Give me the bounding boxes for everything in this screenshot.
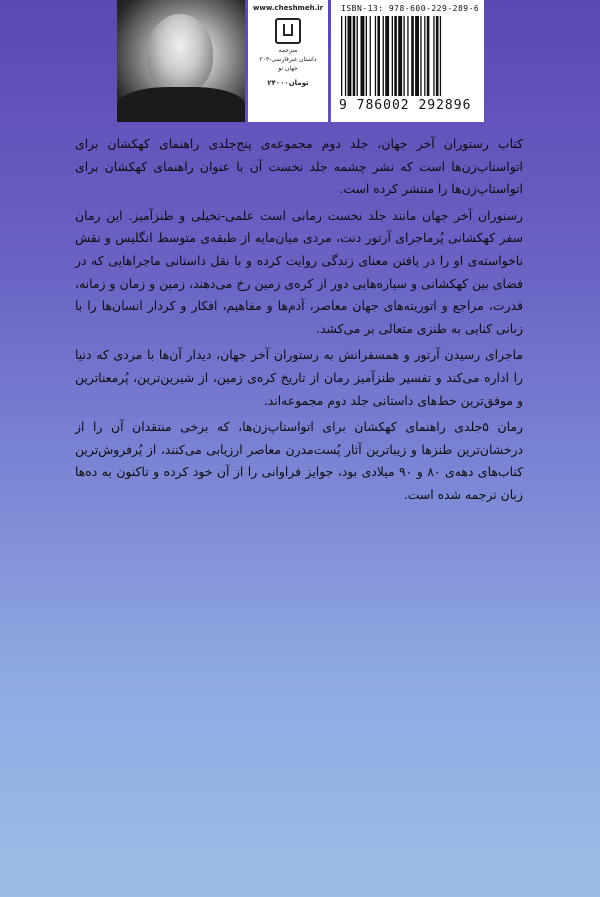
barcode-digits: 9 786002 292896 xyxy=(339,98,472,113)
publisher-website: www.cheshmeh.ir xyxy=(252,4,324,12)
publisher-line-2: داستان غیرفارسی-۲۰۳ xyxy=(259,56,317,63)
paragraph-3: ماجرای رسیدن آرتور و همسفرانش به رستوران آخر جهان، دیدار آن‌ها با مردی که دنیا را اداره می‌کند و تفسیر طنزآمیز رمان از تاریخ کره‌ی زمین، از شیرین‌ترین، پُرمعناترین و موفق‌ترین خط‌های داستانی جلد دوم مجموعه‌اند. xyxy=(75,347,523,408)
publisher-line-3: جهان نو xyxy=(278,65,298,72)
publisher-card xyxy=(248,0,328,122)
paragraph-2: رستوران آخر جهان مانند جلد نخست رمانی است علمی-تخیلی و طنزآمیز. این رمان سفر کهکشانی پُرماجرای آرتور دنت، مردی میان‌مایه از طبقه‌ی متوسط انگلیس و نقش ناخواسته‌ی او را در یافتن معنای زندگی روایت کرده و با نقل داستانی ماجراهایی که در فضای بین کهکشانی و سیاره‌هایی دور از کره‌ی زمین رخ می‌دهند، زمین و زمان و زمانه، قدرت، مراجع و اتوریته‌های جهان معاصر، آدم‌ها و مفاهیم، افکار و کردار انسان‌ها را با زبانی کنایی به طنزی متعالی بر می‌کشد. xyxy=(75,207,523,336)
paragraph-4: رمان ۵جلدی راهنمای کهکشان برای اتواستاپ‌زن‌ها، که برخی منتقدان آن را از درخشان‌ترین طنزها و زیباترین آثار پُست‌مدرن معاصر ارزیابی می‌کنند، از پُرفروش‌ترین کتاب‌های دهه‌ی ۸۰ و ۹۰ میلادی بود، جوایز فراوانی را از آن خود کرده و تاکنون به ده‌ها زبان ترجمه شده است. xyxy=(75,419,523,502)
barcode-icon xyxy=(341,16,474,98)
barcode-card xyxy=(331,0,484,122)
paragraph-1: کتاب رستوران آخر جهان، جلد دوم مجموعه‌ی پنج‌جلدی راهنمای کهکشان برای اتواستاپ‌زن‌ها است که نشر چشمه جلد نخست آن با عنوان راهنمای کهکشان برای اتواستاپ‌زن‌ها را منتشر کرده است. xyxy=(75,136,523,197)
author-photo xyxy=(117,0,245,122)
author-face xyxy=(147,14,213,94)
isbn-label: ISBN-13: 978-600-229-289-6 xyxy=(341,4,480,13)
publisher-logo-icon xyxy=(275,18,301,44)
publisher-line-1: مترجمه xyxy=(278,47,298,54)
author-shoulders xyxy=(117,87,245,122)
back-cover-text xyxy=(75,133,523,511)
price: ۲۴۰۰۰تومان xyxy=(267,79,309,87)
